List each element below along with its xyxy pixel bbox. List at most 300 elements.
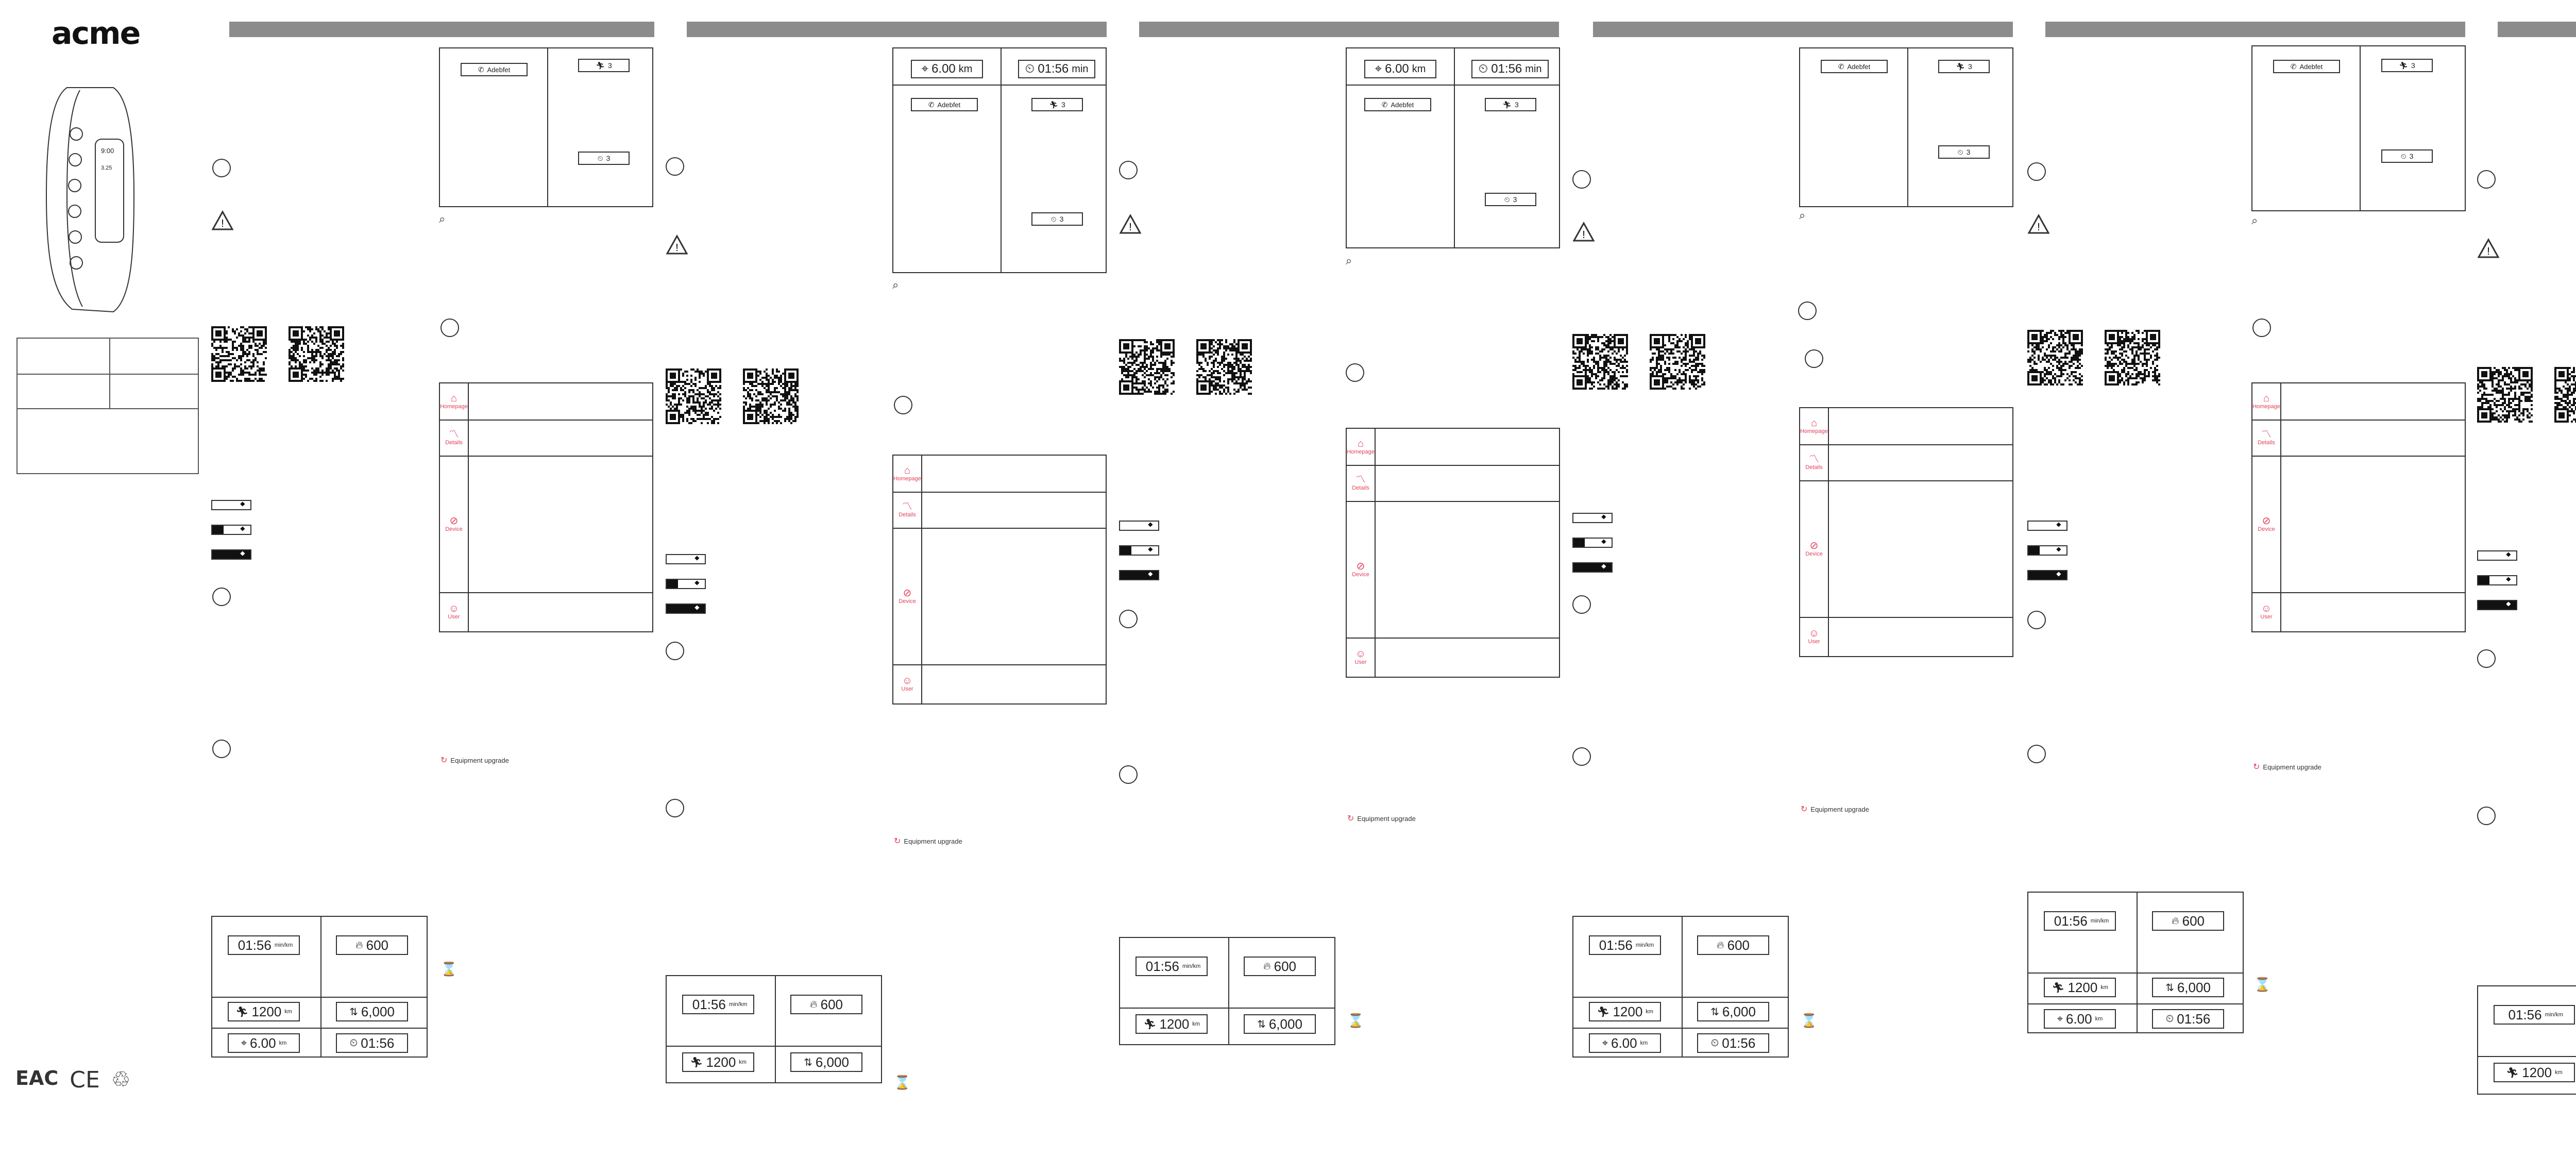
step-marker <box>2477 649 2496 668</box>
equipment-upgrade-note: ↻ Equipment upgrade <box>894 837 962 846</box>
toggle-state <box>666 554 706 564</box>
app-menu: ⌂ Homepage 〽 Details ⊘ Device ☺ User <box>2251 382 2466 632</box>
distance-chip: ⌖ 6.00 km <box>1364 60 1436 78</box>
distance-value-text: 6.00 <box>249 1035 276 1051</box>
toggle-mark-icon: ⯁ <box>2056 571 2061 578</box>
fitness-band-illustration <box>31 77 149 320</box>
steps-icon: ⇅ <box>2165 982 2174 994</box>
time-value-text: 01:56 <box>1599 937 1633 953</box>
refresh-icon: ↻ <box>1347 814 1354 823</box>
timer-icon: ⏲ <box>2400 152 2406 160</box>
steps-value <box>790 1052 862 1072</box>
pace-value-text: 1200 <box>251 1003 282 1019</box>
pace-value-text: 1200 <box>2067 979 2098 995</box>
duration-value-text: 01:56 <box>2177 1011 2211 1027</box>
dash-divider <box>2137 893 2138 1032</box>
exercise-chip: ⏲ 3 <box>1485 193 1536 206</box>
search-icon: ⌕ <box>2251 214 2258 227</box>
calories-value-text: 600 <box>366 937 389 953</box>
time-value <box>1136 957 1208 976</box>
dash-divider <box>1120 1008 1334 1009</box>
step-marker <box>666 799 684 817</box>
step-marker <box>1119 610 1138 628</box>
chart-icon: 〽 <box>1355 474 1366 485</box>
step-marker <box>212 159 231 177</box>
qr-code <box>2554 367 2576 423</box>
steps-chip: 🏃︎ 3 <box>2381 59 2433 72</box>
pace-value <box>228 1002 300 1021</box>
pace-value <box>1136 1014 1208 1034</box>
distance-value <box>1589 1033 1661 1053</box>
steps-value-text: 6,000 <box>361 1003 395 1019</box>
pace-value <box>2494 1063 2575 1082</box>
toggle-mark-icon: ⯁ <box>240 550 245 558</box>
step-marker <box>1805 349 1823 368</box>
toggle-state <box>1119 521 1159 531</box>
app-menu <box>439 382 653 632</box>
distance-value <box>228 1033 300 1053</box>
time-value-text: 01:56 <box>238 937 272 953</box>
toggle-mark-icon: ⯁ <box>2505 576 2511 583</box>
dash-divider <box>2028 972 2243 974</box>
toggle-left <box>2028 571 2047 579</box>
search-icon: ⌕ <box>1346 254 1352 267</box>
qr-code <box>289 326 344 382</box>
dash-divider <box>1682 917 1683 1057</box>
qr-code <box>1650 334 1705 390</box>
flame-icon: 🔥︎ <box>809 998 818 1010</box>
calories-value-text: 600 <box>1727 937 1750 953</box>
device-icon: ⊘ <box>1356 560 1365 572</box>
toggle-state <box>2477 600 2517 610</box>
qr-code <box>2027 330 2083 385</box>
run-icon: 🏃︎ <box>690 1057 703 1068</box>
warning-icon <box>211 210 234 231</box>
steps-value <box>2152 978 2224 997</box>
toggle-left <box>667 580 678 588</box>
distance-value-text: 6.00 <box>2065 1011 2092 1027</box>
svg-text:!: ! <box>221 218 224 229</box>
phone-icon: ✆ <box>478 65 484 74</box>
warning-icon <box>2477 238 2500 259</box>
home-icon: ⌂ <box>450 393 457 404</box>
brand-logo: acme <box>52 15 140 52</box>
time-value-unit: min/km <box>2545 1012 2564 1018</box>
toggle-mark-icon: ⯁ <box>240 525 245 533</box>
qr-code <box>743 368 799 424</box>
timer-icon: ⏲ <box>1504 195 1510 204</box>
exercise-chip: ⏲ 3 <box>578 152 630 165</box>
toggle-state <box>1572 538 1613 548</box>
screen-panel <box>1799 47 2013 207</box>
toggle-mark-icon: ⯁ <box>694 579 700 587</box>
phone-icon: ✆ <box>928 100 935 109</box>
section-header-band <box>1139 22 1559 37</box>
toggle-mark-icon: ⯁ <box>1601 538 1606 546</box>
step-marker <box>2252 318 2271 337</box>
user-icon: ☺ <box>2261 603 2272 614</box>
qr-code <box>666 368 721 424</box>
exercise-chip: ⏲ 3 <box>2381 149 2433 163</box>
time-value <box>682 995 754 1014</box>
toggle-mark-icon: ⯁ <box>694 555 700 562</box>
eac-mark: EAC <box>15 1067 59 1089</box>
toggle-left <box>2478 601 2497 609</box>
calories-value <box>2152 911 2224 931</box>
step-marker <box>2477 170 2496 189</box>
user-icon: ☺ <box>448 603 460 614</box>
run-icon: 🏃︎ <box>1597 1006 1610 1018</box>
recycle-icon: ♲ <box>111 1067 131 1092</box>
steps-icon: ⇅ <box>1710 1006 1719 1018</box>
steps-value-text: 6,000 <box>815 1054 849 1070</box>
run-icon: 🏃︎ <box>2399 61 2408 70</box>
hourglass-icon: ⌛ <box>1347 1013 1364 1028</box>
hourglass-icon: ⌛ <box>894 1075 911 1090</box>
contact-chip: ✆ Adebfet <box>461 63 528 76</box>
step-marker <box>2027 611 2046 629</box>
pace-value-unit: km <box>2555 1069 2563 1076</box>
step-marker <box>212 740 231 758</box>
timer-icon: ⏲ <box>1050 214 1057 223</box>
warning-icon <box>666 234 688 255</box>
dash-divider <box>667 1046 881 1047</box>
toggle-left <box>1573 514 1592 522</box>
dash-divider <box>212 1028 427 1029</box>
step-marker <box>1119 765 1138 784</box>
pace-value-unit: km <box>1192 1021 1200 1027</box>
home-icon: ⌂ <box>904 465 911 476</box>
location-icon: ⌖ <box>2057 1013 2063 1025</box>
toggle-left <box>667 605 686 613</box>
pace-value-text: 1200 <box>1613 1003 1643 1019</box>
toggle-state <box>2477 550 2517 561</box>
equipment-upgrade-note: ↻ Equipment upgrade <box>1801 805 1869 814</box>
app-menu: ⌂ Homepage 〽 Details ⊘ Device ☺ User <box>1799 407 2013 657</box>
section-header-band <box>1593 22 2013 37</box>
phone-icon: ✆ <box>2290 62 2297 71</box>
screen-panel <box>892 47 1107 273</box>
distance-chip: ⌖ 6.00 km <box>911 60 983 78</box>
device-icon: ⊘ <box>1809 540 1819 551</box>
user-icon: ☺ <box>1355 648 1366 660</box>
dash-divider <box>1573 1028 1788 1029</box>
distance-value-unit: km <box>279 1040 287 1046</box>
toggle-left <box>1120 546 1131 555</box>
app-menu: ⌂ Homepage 〽 Details ⊘ Device ☺ User <box>1346 428 1560 678</box>
toggle-state <box>666 579 706 589</box>
time-value <box>2494 1005 2575 1025</box>
toggle-mark-icon: ⯁ <box>1601 563 1606 571</box>
qr-code <box>1119 339 1175 395</box>
steps-value <box>1244 1014 1316 1034</box>
home-icon: ⌂ <box>2263 393 2270 404</box>
svg-text:!: ! <box>675 242 679 254</box>
run-icon: 🏃︎ <box>2505 1067 2519 1079</box>
location-icon: ⌖ <box>1602 1037 1608 1049</box>
refresh-icon: ↻ <box>2253 763 2260 772</box>
menu-row: ☺ User <box>440 592 652 631</box>
duration-value-text: 01:56 <box>1722 1035 1756 1051</box>
toggle-mark-icon: ⯁ <box>2056 521 2061 529</box>
flame-icon: 🔥︎ <box>1263 960 1271 972</box>
dash-divider <box>320 917 321 1057</box>
toggle-state <box>211 500 251 510</box>
toggle-mark-icon: ⯁ <box>2505 551 2511 559</box>
qr-code <box>211 326 267 382</box>
step-marker <box>1572 170 1591 189</box>
steps-icon: ⇅ <box>349 1006 358 1018</box>
contact-chip: ✆ Adebfet <box>911 98 978 111</box>
toggle-state <box>666 603 706 614</box>
calories-value <box>336 935 408 955</box>
chart-icon: 〽 <box>2261 429 2272 440</box>
device-icon: ⊘ <box>2262 515 2271 527</box>
duration-value-text: 01:56 <box>361 1035 395 1051</box>
pace-value-unit: km <box>2100 984 2108 991</box>
calories-value-text: 600 <box>820 996 843 1012</box>
timer-icon: ⏲ <box>1025 62 1035 76</box>
run-icon: 🏃︎ <box>235 1006 249 1018</box>
calories-value-text: 600 <box>2182 913 2205 929</box>
search-icon: ⌕ <box>892 278 899 291</box>
time-chip: ⏲ 01:56 min <box>1018 60 1095 78</box>
time-value-text: 01:56 <box>1145 958 1179 974</box>
toggle-state <box>2027 521 2067 531</box>
refresh-icon: ↻ <box>1801 805 1808 814</box>
time-value-text: 01:56 <box>692 996 726 1012</box>
steps-value-text: 6,000 <box>1268 1016 1302 1032</box>
section-header-band <box>229 22 654 37</box>
toggle-left <box>1120 571 1139 579</box>
pace-value-unit: km <box>284 1009 292 1015</box>
time-value <box>228 935 300 955</box>
pace-value-text: 1200 <box>1159 1016 1190 1032</box>
ce-mark: CE <box>70 1067 100 1093</box>
step-marker <box>2027 162 2046 181</box>
steps-chip: 🏃︎ 3 <box>1485 98 1536 111</box>
search-icon: ⌕ <box>439 212 446 225</box>
distance-value-unit: km <box>1640 1040 1648 1046</box>
toggle-mark-icon: ⯁ <box>694 604 700 612</box>
run-icon: 🏃︎ <box>1143 1018 1157 1030</box>
toggle-state <box>211 525 251 535</box>
section-header-band <box>2498 22 2576 37</box>
toggle-mark-icon: ⯁ <box>1601 513 1606 521</box>
user-icon: ☺ <box>902 675 913 686</box>
time-value-unit: min/km <box>1182 963 1201 969</box>
toggle-left <box>2028 546 2040 555</box>
timer-icon: ⏲ <box>2165 1013 2174 1025</box>
contact-chip: ✆ Adebfet <box>1364 98 1431 111</box>
toggle-state <box>1572 562 1613 573</box>
search-icon: ⌕ <box>1799 209 1806 222</box>
dash-divider <box>775 976 776 1082</box>
app-menu: ⌂ Homepage 〽 Details ⊘ Device ☺ User <box>892 455 1107 705</box>
svg-text:!: ! <box>1582 229 1585 241</box>
toggle-left <box>212 526 224 534</box>
device-icon: ⊘ <box>449 515 459 527</box>
location-icon: ⌖ <box>921 62 929 76</box>
toggle-mark-icon: ⯁ <box>1147 521 1153 529</box>
menu-row: 〽 Details <box>440 420 652 457</box>
step-marker <box>1572 747 1591 766</box>
dash-divider <box>2028 1003 2243 1004</box>
activity-dashboard <box>1119 937 1335 1045</box>
time-value-unit: min/km <box>728 1001 748 1008</box>
toggle-state <box>1572 513 1613 523</box>
activity-dashboard <box>211 916 428 1058</box>
toggle-left <box>1573 539 1585 547</box>
duration-value <box>1697 1033 1769 1053</box>
step-marker <box>1119 161 1138 179</box>
steps-value-text: 6,000 <box>1722 1003 1756 1019</box>
chart-icon: 〽 <box>449 429 459 440</box>
toggle-left <box>667 555 686 563</box>
svg-text:!: ! <box>1129 222 1132 233</box>
toggle-state <box>211 549 251 560</box>
time-value-unit: min/km <box>274 942 293 948</box>
pace-value-unit: km <box>739 1059 747 1065</box>
chart-icon: 〽 <box>902 501 912 512</box>
activity-dashboard <box>2027 892 2244 1033</box>
steps-icon: ⇅ <box>1257 1018 1266 1030</box>
contact-chip: ✆ Adebfet <box>2273 60 2340 73</box>
home-icon: ⌂ <box>1357 438 1364 449</box>
timer-icon: ⏲ <box>1957 147 1963 156</box>
toggle-state <box>2027 545 2067 556</box>
home-icon: ⌂ <box>1810 417 1818 429</box>
time-value-unit: min/km <box>1635 942 1654 948</box>
screen-panel <box>439 47 653 207</box>
step-marker <box>1346 363 1364 382</box>
calories-value-text: 600 <box>1274 958 1297 974</box>
timer-icon: ⏲ <box>1478 62 1488 76</box>
toggle-left <box>2028 522 2047 530</box>
user-icon: ☺ <box>1808 628 1820 639</box>
step-marker <box>1572 595 1591 614</box>
spec-row <box>18 374 198 409</box>
timer-icon: ⏲ <box>597 154 603 162</box>
menu-row: ⌂ Homepage <box>440 383 652 421</box>
time-value <box>1589 935 1661 955</box>
location-icon: ⌖ <box>241 1037 247 1049</box>
location-icon: ⌖ <box>1375 62 1382 76</box>
toggle-left <box>2478 551 2497 560</box>
calories-value <box>1244 957 1316 976</box>
toggle-left <box>212 550 231 559</box>
steps-value <box>336 1002 408 1021</box>
distance-value <box>2044 1009 2116 1029</box>
pace-value-text: 1200 <box>706 1054 736 1070</box>
calories-value <box>790 995 862 1014</box>
exercise-chip: ⏲ 3 <box>1031 212 1083 226</box>
contact-chip: ✆ Adebfet <box>1821 60 1888 73</box>
hourglass-icon: ⌛ <box>2254 977 2271 992</box>
toggle-left <box>212 501 231 509</box>
step-marker <box>440 318 459 337</box>
toggle-left <box>1120 522 1139 530</box>
hourglass-icon: ⌛ <box>440 961 457 977</box>
duration-value <box>2152 1009 2224 1029</box>
pace-value <box>1589 1002 1661 1021</box>
run-icon: 🏃︎ <box>1049 100 1058 109</box>
step-marker <box>2477 807 2496 825</box>
step-marker <box>666 157 684 176</box>
qr-code <box>1196 339 1252 395</box>
device-icon: ⊘ <box>903 587 912 599</box>
run-icon: 🏃︎ <box>596 61 605 70</box>
dash-divider <box>212 997 427 998</box>
steps-icon: ⇅ <box>804 1057 812 1068</box>
duration-value <box>336 1033 408 1053</box>
toggle-left <box>1573 563 1592 572</box>
step-marker <box>894 396 912 414</box>
hourglass-icon: ⌛ <box>1801 1013 1818 1028</box>
toggle-mark-icon: ⯁ <box>2505 600 2511 608</box>
menu-row: ⊘ Device <box>440 456 652 593</box>
qr-code <box>1572 334 1628 390</box>
flame-icon: 🔥︎ <box>355 939 363 951</box>
phone-icon: ✆ <box>1381 100 1388 109</box>
step-marker <box>1798 301 1817 320</box>
step-marker <box>2027 745 2046 763</box>
run-icon: 🏃︎ <box>1502 100 1512 109</box>
time-value-text: 01:56 <box>2054 913 2088 929</box>
activity-dashboard <box>666 975 882 1083</box>
spec-table <box>16 338 199 474</box>
spec-row <box>18 339 198 375</box>
refresh-icon: ↻ <box>440 756 448 765</box>
toggle-mark-icon: ⯁ <box>240 500 245 508</box>
toggle-state <box>1119 545 1159 556</box>
device-date: 3.25 <box>101 165 112 171</box>
toggle-state <box>2477 575 2517 585</box>
toggle-left <box>2478 576 2489 584</box>
steps-chip: 🏃︎ 3 <box>1938 60 1990 73</box>
steps-value-text: 6,000 <box>2177 979 2211 995</box>
svg-text:!: ! <box>2037 222 2040 233</box>
section-header-band <box>2045 22 2465 37</box>
steps-value <box>1697 1002 1769 1021</box>
warning-icon <box>2027 214 2050 234</box>
activity-dashboard <box>2477 985 2576 1095</box>
run-icon: 🏃︎ <box>2052 982 2065 994</box>
pace-value <box>2044 978 2116 997</box>
phone-icon: ✆ <box>1838 62 1844 71</box>
step-marker <box>212 588 231 606</box>
time-value-text: 01:56 <box>2508 1007 2542 1022</box>
dash-divider <box>1228 938 1229 1044</box>
timer-icon: ⏲ <box>1710 1037 1719 1049</box>
screen-panel <box>1346 47 1560 248</box>
toggle-mark-icon: ⯁ <box>1147 546 1153 554</box>
screen-panel <box>2251 45 2466 211</box>
qr-code <box>2105 330 2160 385</box>
qr-code <box>2477 367 2533 423</box>
toggle-state <box>1119 570 1159 580</box>
timer-icon: ⏲ <box>349 1037 358 1049</box>
steps-chip: 🏃︎ 3 <box>1031 98 1083 111</box>
dash-divider <box>1573 997 1788 998</box>
time-chip: ⏲ 01:56 min <box>1471 60 1549 78</box>
activity-dashboard <box>1572 916 1789 1058</box>
chart-icon: 〽 <box>1809 454 1819 465</box>
time-value-unit: min/km <box>2090 918 2109 924</box>
equipment-upgrade-note: ↻ Equipment upgrade <box>1347 814 1416 823</box>
section-header-band <box>687 22 1107 37</box>
refresh-icon: ↻ <box>894 837 901 846</box>
